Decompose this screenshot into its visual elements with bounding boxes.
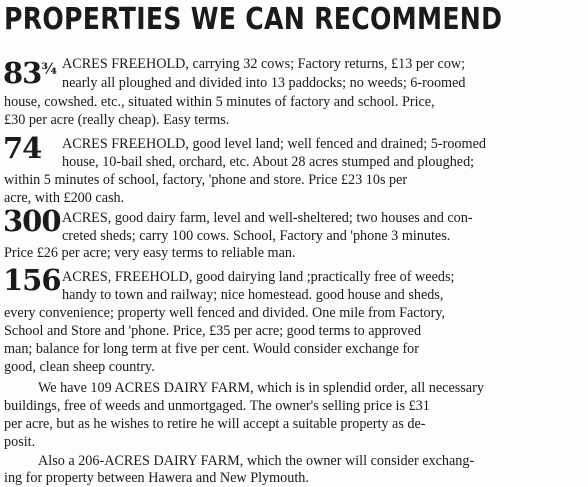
listing-line: every convenience; property well fenced and divided. One mile from Factory,	[4, 305, 446, 321]
listing-acreage: $83^{\frac{3}{4}}$	[3, 56, 58, 90]
listing-line: house, cowshed. etc., situated within 5 minutes of factory and school. Price,	[4, 94, 435, 110]
paragraph-line: posit.	[4, 434, 36, 450]
listing-acreage: 74	[3, 131, 42, 165]
listing-line: ACRES FREEHOLD, good level land; well fenced and drained; 5-roomed	[62, 136, 486, 152]
listing-line: man; balance for long term at five per cent. Would consider exchange for	[4, 341, 419, 357]
listing-acreage: 300	[3, 204, 61, 238]
paragraph-line: ing for property between Hawera and New Plymouth.	[4, 470, 309, 486]
listing-line: ACRES, good dairy farm, level and well-sheltered; two houses and con-	[62, 210, 473, 226]
listing-line: good, clean sheep country.	[4, 359, 155, 375]
paragraph-line: buildings, free of weeds and unmortgaged. The owner's selling price is £31	[4, 398, 430, 414]
paragraph-line: per acre, but as he wishes to retire he will accept a suitable property as de-	[4, 416, 426, 432]
listing-line: Price £26 per acre; very easy terms to reliable man.	[4, 245, 296, 261]
listing-line: acre, with £200 cash.	[4, 190, 125, 206]
listing-acreage: 156	[3, 263, 61, 297]
listing-line: ACRES FREEHOLD, carrying 32 cows; Factory returns, £13 per cow;	[62, 56, 466, 72]
listing-line: School and Store and 'phone. Price, £35 per acre; good terms to approved	[4, 323, 422, 339]
listing-line: creted sheds; carry 100 cows. School, Factory and 'phone 3 minutes.	[62, 228, 451, 244]
listing-line: ACRES, FREEHOLD, good dairying land ;practically free of weeds;	[62, 269, 455, 285]
paragraph-line: We have 109 ACRES DAIRY FARM, which is in splendid order, all necessary	[38, 380, 484, 396]
headline: PROPERTIES WE CAN RECOMMEND	[4, 2, 503, 37]
listing-line: handy to town and railway; nice homestead. good house and sheds,	[62, 287, 444, 303]
listing-line: within 5 minutes of school, factory, 'phone and store. Price £23 10s per	[4, 172, 408, 188]
listing-line: £30 per acre (really cheap). Easy terms.	[4, 112, 230, 128]
paragraph-line: Also a 206-ACRES DAIRY FARM, which the owner will consider exchang-	[38, 453, 475, 469]
listing-line: nearly all ploughed and divided into 13 paddocks; no weeds; 6-roomed	[62, 75, 466, 91]
listing-line: house, 10-bail shed, orchard, etc. About 28 acres stumped and ploughed;	[62, 154, 475, 170]
